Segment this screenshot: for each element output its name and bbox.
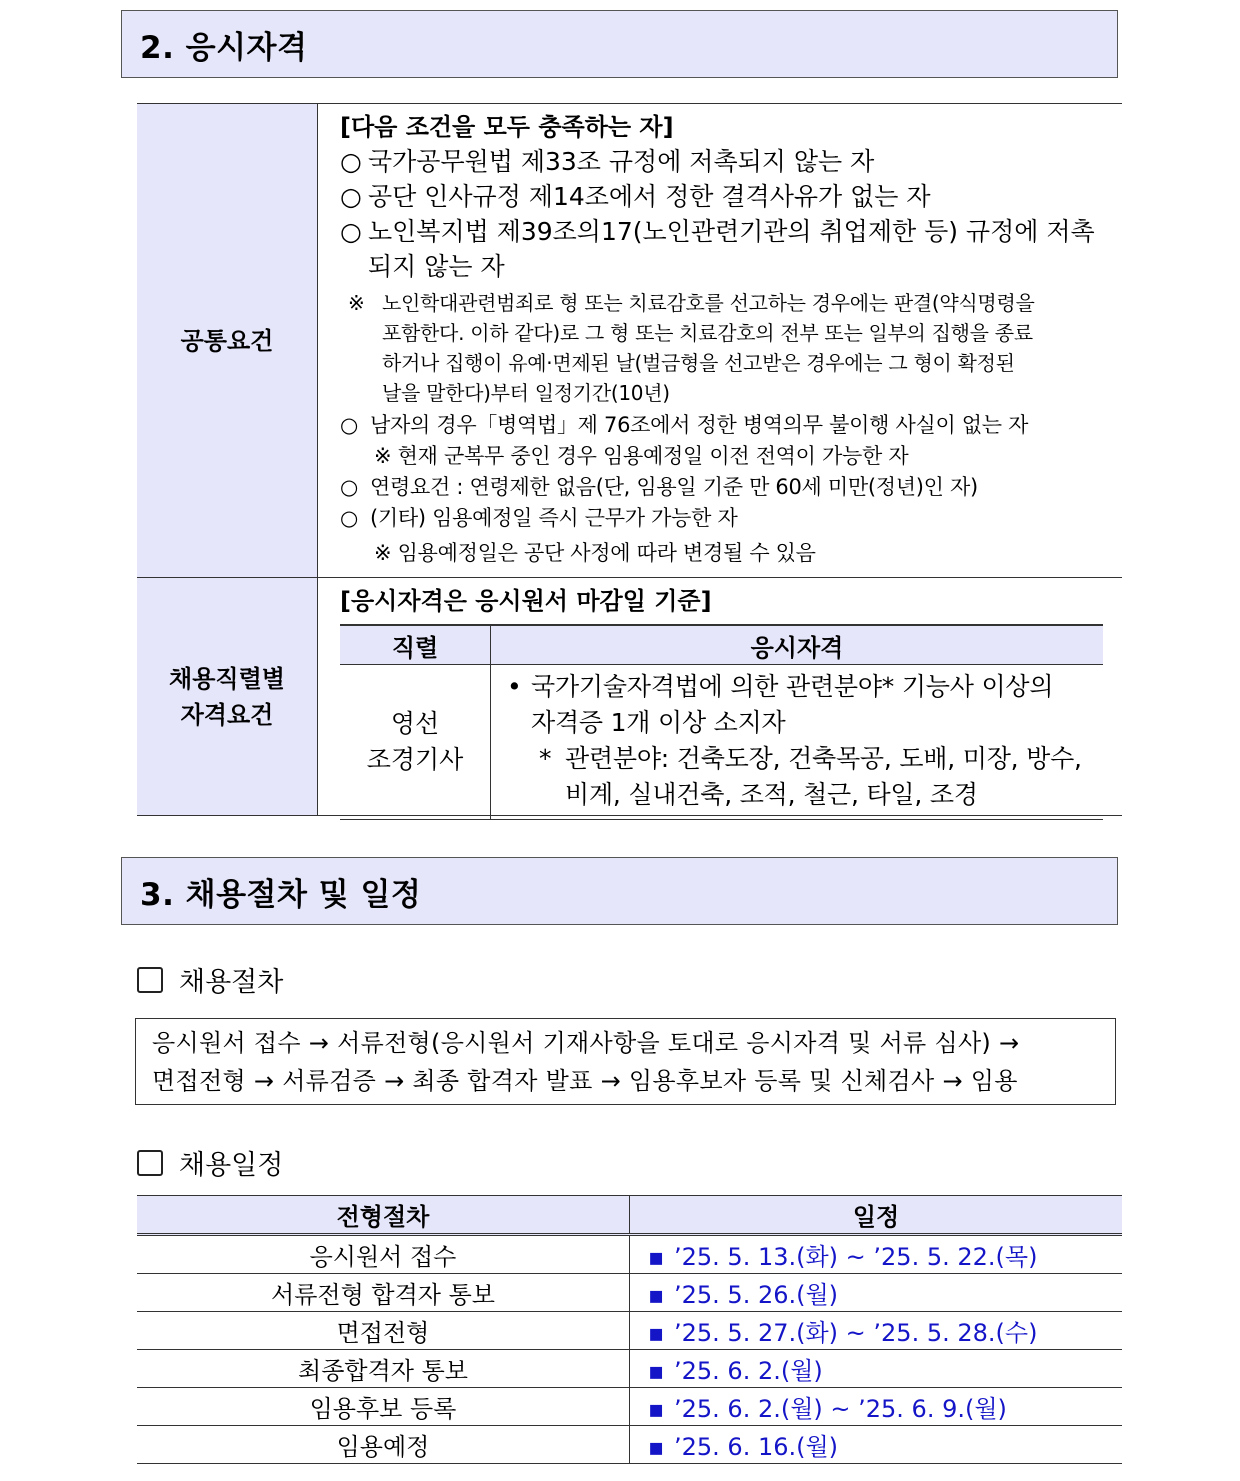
military-note: ※ 현재 군복무 중인 경우 임용예정일 이전 전역이 가능한 자 (374, 444, 909, 468)
common-item: ○ 공단 인사규정 제14조에서 정한 결격사유가 없는 자 (340, 179, 1110, 214)
common-requirements-content (318, 104, 1122, 577)
schedule-step: 임용후보 등록 (137, 1388, 630, 1426)
procedure-line: 응시원서 접수 → 서류전형(응시원서 기재사항을 토대로 응시자격 및 서류 심사) → (152, 1029, 1020, 1057)
schedule-date: ▪ ’25. 5. 13.(화) ~ ’25. 5. 22.(목) (630, 1235, 1123, 1274)
checkbox-square-icon (137, 967, 163, 993)
job-requirements-label: 채용직렬별 자격요건 (137, 578, 318, 815)
procedure-subtitle: 채용절차 (137, 960, 283, 999)
schedule-step: 최종합격자 통보 (137, 1350, 630, 1388)
other-item: ○ (기타) 임용예정일 즉시 근무가 가능한 자 (340, 503, 1110, 534)
circle-mark: ○ (340, 217, 362, 246)
age-item: ○ 연령요건 : 연령제한 없음(단, 임용일 기준 만 60세 미만(정년)인 자) (340, 472, 1110, 503)
schedule-table (137, 1195, 1122, 1464)
procedure-box (135, 1018, 1116, 1105)
table-row (137, 1426, 1122, 1464)
job-requirements-content (318, 578, 1122, 815)
circle-mark: ○ (340, 182, 362, 211)
checkbox-square-icon (137, 1150, 163, 1176)
section-2-title: 2. 응시자격 (140, 29, 308, 66)
schedule-date: ▪ ’25. 6. 2.(월) ~ ’25. 6. 9.(월) (630, 1388, 1123, 1426)
date-col-header: 일정 (630, 1196, 1123, 1235)
table-row (137, 1388, 1122, 1426)
bullet-mark: • (507, 672, 522, 701)
schedule-date: ▪ ’25. 5. 27.(화) ~ ’25. 5. 28.(수) (630, 1312, 1123, 1350)
circle-mark: ○ (340, 475, 359, 499)
military-item: ○ 남자의 경우「병역법」제 76조에서 정한 병역의무 불이행 사실이 없는 자 (340, 410, 1110, 441)
table-row (137, 1350, 1122, 1388)
abuse-note: ※ 노인학대관련범죄로 형 또는 치료감호를 선고하는 경우에는 판결(약식명령을 포함한다. 이하 같다)로 그 형 또는 치료감호의 전부 또는 일부의 집행을 종료 하거나 집행이 유예·면제된 날(벌금형을 선고받은 경우에는 그 형이 확정된 날을 말한다)부터 일정기간(10년) (348, 288, 1110, 408)
common-item: ○ 노인복지법 제39조의17(노인관련기관의 취업제한 등) 규정에 저촉 (340, 214, 1110, 249)
qual-col-header: 응시자격 (491, 625, 1104, 665)
schedule-step: 면접전형 (137, 1312, 630, 1350)
step-col-header: 전형절차 (137, 1196, 630, 1235)
job-col-header: 직렬 (340, 625, 491, 665)
note-mark: ※ (348, 291, 365, 315)
section-2-header (121, 10, 1118, 78)
section-3-title: 3. 채용절차 및 일정 (140, 876, 422, 913)
job-heading: [응시자격은 응시원서 마감일 기준] (340, 587, 712, 615)
circle-mark: ○ (340, 506, 359, 530)
table-row (340, 665, 1103, 820)
schedule-date: ▪ ’25. 6. 16.(월) (630, 1426, 1123, 1464)
common-requirements-row (137, 103, 1122, 578)
schedule-step: 응시원서 접수 (137, 1235, 630, 1274)
job-requirements-row (137, 578, 1122, 816)
job-name-cell: 영선 조경기사 (340, 665, 491, 820)
table-row (137, 1235, 1122, 1274)
job-qualification-table (340, 624, 1103, 820)
schedule-subtitle: 채용일정 (137, 1143, 283, 1182)
common-item-continued: 되지 않는 자 (368, 252, 505, 281)
schedule-step: 임용예정 (137, 1426, 630, 1464)
qualification-table (137, 103, 1122, 816)
circle-mark: ○ (340, 413, 359, 437)
schedule-step: 서류전형 합격자 통보 (137, 1274, 630, 1312)
other-note: ※ 임용예정일은 공단 사정에 따라 변경될 수 있음 (374, 541, 816, 565)
schedule-date: ▪ ’25. 5. 26.(월) (630, 1274, 1123, 1312)
common-heading: [다음 조건을 모두 충족하는 자] (340, 113, 674, 141)
common-requirements-label: 공통요건 (137, 104, 318, 577)
section-3-header (121, 857, 1118, 925)
table-row (137, 1312, 1122, 1350)
circle-mark: ○ (340, 147, 362, 176)
job-qual-cell: • 국가기술자격법에 의한 관련분야* 기능사 이상의 자격증 1개 이상 소지자 * 관련분야: 건축도장, 건축목공, 도배, 미장, 방수, 비계, 실내건축, 조적, 철근, 타일, 조경 (491, 665, 1104, 820)
schedule-date: ▪ ’25. 6. 2.(월) (630, 1350, 1123, 1388)
table-row (137, 1274, 1122, 1312)
star-mark: * (539, 744, 552, 773)
common-item: ○ 국가공무원법 제33조 규정에 저촉되지 않는 자 (340, 144, 1110, 179)
procedure-line: 면접전형 → 서류검증 → 최종 합격자 발표 → 임용후보자 등록 및 신체검사 → 임용 (152, 1067, 1018, 1095)
